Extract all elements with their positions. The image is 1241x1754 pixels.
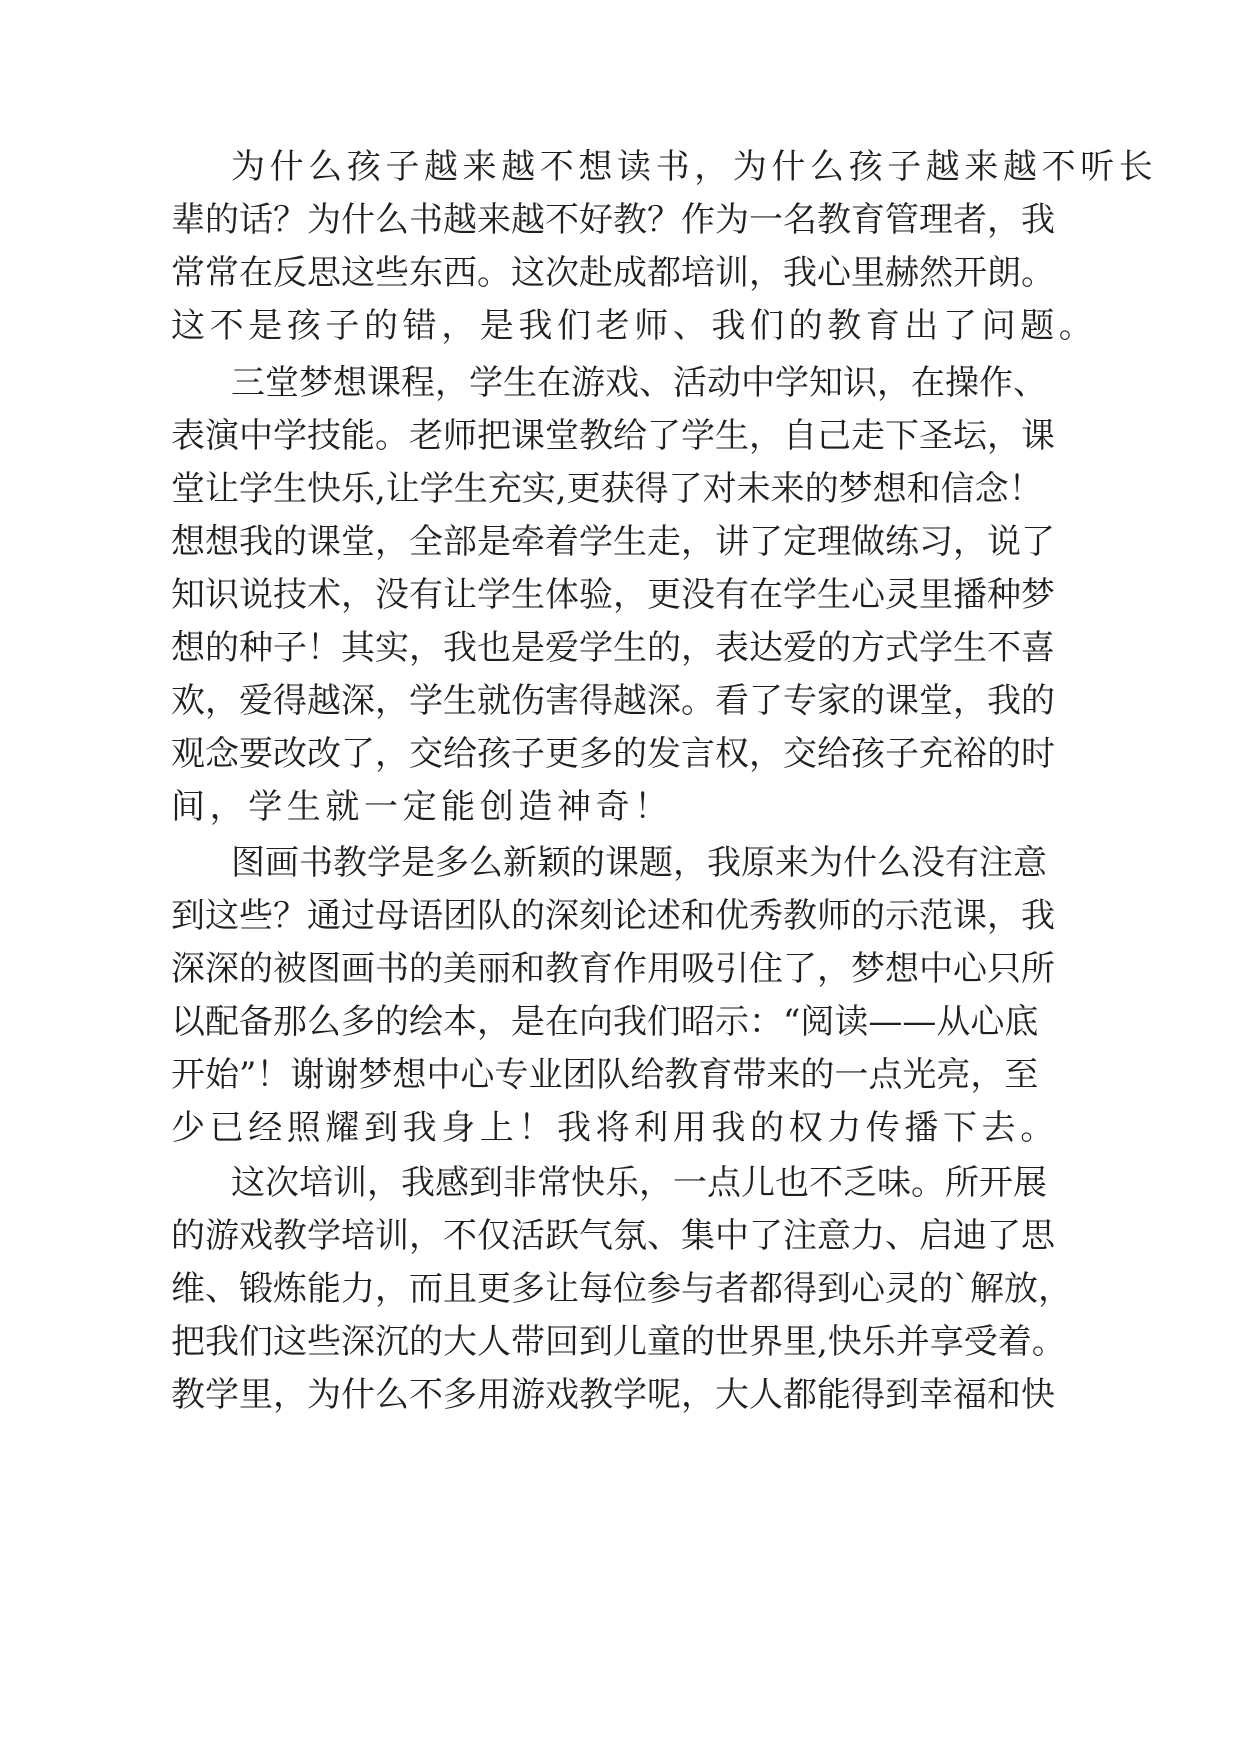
paragraph-2-line-8: 观念要改改了，交给孩子更多的发言权，交给孩子充裕的时 — [171, 734, 1055, 774]
paragraph-4-line-3: 维、锻炼能力，而且更多让每位参与者都得到心灵的`解放， — [171, 1269, 1072, 1309]
paragraph-3-line-6: 少已经照耀到我身上！我将利用我的权力传播下去。 — [171, 1108, 1059, 1148]
paragraph-2-line-1: 三堂梦想课程，学生在游戏、活动中学知识，在操作、 — [231, 363, 1047, 403]
paragraph-2-line-4: 想想我的课堂，全部是牵着学生走，讲了定理做练习，说了 — [171, 522, 1055, 562]
paragraph-4-line-1: 这次培训，我感到非常快乐，一点儿也不乏味。所开展 — [231, 1163, 1047, 1203]
paragraph-2-line-7: 欢，爱得越深，学生就伤害得越深。看了专家的课堂，我的 — [171, 681, 1055, 721]
paragraph-2-line-3: 堂让学生快乐,让学生充实,更获得了对未来的梦想和信念！ — [171, 469, 1043, 509]
paragraph-2-line-5: 知识说技术，没有让学生体验，更没有在学生心灵里播种梦 — [171, 575, 1055, 615]
paragraph-3-line-5: 开始”！谢谢梦想中心专业团队给教育带来的一点光亮，至 — [171, 1055, 1039, 1095]
paragraph-2-line-6: 想的种子！其实，我也是爱学生的，表达爱的方式学生不喜 — [171, 628, 1055, 668]
paragraph-3-line-3: 深深的被图画书的美丽和教育作用吸引住了，梦想中心只所 — [171, 949, 1055, 989]
paragraph-1-line-3: 常常在反思这些东西。这次赴成都培训，我心里赫然开朗。 — [171, 253, 1055, 293]
paragraph-4-line-5: 教学里，为什么不多用游戏教学呢，大人都能得到幸福和快 — [171, 1375, 1055, 1415]
paragraph-1-line-4: 这不是孩子的错，是我们老师、我们的教育出了问题。 — [171, 306, 1098, 346]
paragraph-4-line-4: 把我们这些深沉的大人带回到儿童的世界里,快乐并享受着。 — [171, 1322, 1066, 1362]
paragraph-3-line-2: 到这些？通过母语团队的深刻论述和优秀教师的示范课，我 — [171, 896, 1055, 936]
paragraph-3-line-1: 图画书教学是多么新颖的课题，我原来为什么没有注意 — [231, 843, 1047, 883]
paragraph-2-line-2: 表演中学技能。老师把课堂教给了学生，自己走下圣坛，课 — [171, 416, 1055, 456]
paragraph-4-line-2: 的游戏教学培训，不仅活跃气氛、集中了注意力、启迪了思 — [171, 1216, 1055, 1256]
paragraph-3-line-4: 以配备那么多的绘本，是在向我们昭示：“阅读——从心底 — [171, 1002, 1039, 1042]
paragraph-1-line-1: 为什么孩子越来越不想读书，为什么孩子越来越不听长 — [231, 147, 1158, 187]
paragraph-1-line-2: 辈的话？为什么书越来越不好教？作为一名教育管理者，我 — [171, 200, 1055, 240]
paragraph-2-line-9: 间，学生就一定能创造神奇！ — [171, 787, 673, 827]
